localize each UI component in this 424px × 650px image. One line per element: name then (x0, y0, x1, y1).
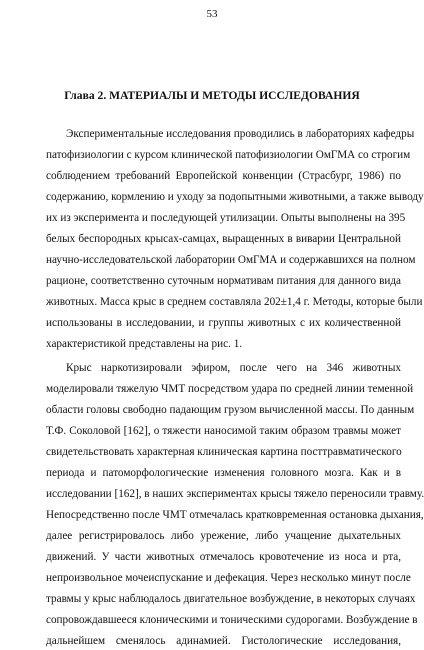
text-line: сопровождавшееся клоническими и тоническими судорогами. Возбуждение в (46, 614, 418, 626)
text-line: далее регистрировалось либо урежение, либо учащение дыхательных (46, 530, 401, 542)
text-line: Т.Ф. Соколовой [162], о тяжести наносимой таким образом травмы может (46, 425, 401, 437)
text-line: Экспериментальные исследования проводились в лабораториях кафедры (66, 128, 415, 140)
text-line: использованы в исследовании, и группы животных с их количественной (46, 317, 401, 329)
text-line: рационе, соответственно суточным нормативам питания для данного вида (46, 275, 401, 287)
text-line: Крыс наркотизировали эфиром, после чего на 346 животных (66, 362, 401, 374)
text-line: патофизиологии с курсом клинической патофизиологии ОмГМА со строгим (46, 149, 411, 161)
text-line: периода и патоморфологические изменения головного мозга. Как и в (46, 467, 401, 479)
page-number: 53 (206, 8, 218, 20)
text-line: исследовании [162], в наших экспериментах крысы тяжело переносили травму. (46, 488, 424, 500)
chapter-title: Глава 2. МАТЕРИАЛЫ И МЕТОДЫ ИССЛЕДОВАНИЯ (64, 89, 360, 102)
text-line: травмы у крыс наблюдалось двигательное возбуждение, в некоторых случаях (46, 593, 416, 605)
text-line: Непосредственно после ЧМТ отмечалась кратковременная остановка дыхания, (46, 509, 424, 521)
text-line: моделировали тяжелую ЧМТ посредством удара по средней линии теменной (46, 383, 414, 395)
text-line: области головы свободно падающим грузом вычисленной массы. По данным (46, 404, 415, 416)
text-line: животных. Масса крыс в среднем составляла 202±1,4 г. Методы, которые были (46, 296, 423, 308)
text-line: их из эксперимента и последующей утилизации. Опыты выполнены на 395 (46, 212, 406, 224)
text-line: непроизвольное мочеиспускание и дефекация. Через несколько минут после (46, 572, 411, 584)
text-line: дальнейшем сменялось адинамией. Гистологические исследования, (46, 635, 401, 647)
text-line: свидетельствовать характерная клиническая картина посттравматического (46, 446, 402, 458)
text-line: характеристикой представлены на рис. 1. (46, 338, 243, 350)
text-line: движений. У части животных отмечалось кровотечение из носа и рта, (46, 551, 401, 563)
text-line: белых беспородных крысах-самцах, выращенных в виварии Центральной (46, 233, 401, 245)
text-line: содержанию, кормлению и уходу за подопытными животными, а также выводу (46, 191, 424, 203)
text-line: соблюдением требований Европейской конвенции (Страсбург, 1986) по (46, 170, 401, 182)
text-line: научно-исследовательской лаборатории ОмГМА и содержавшихся на полном (46, 254, 416, 266)
